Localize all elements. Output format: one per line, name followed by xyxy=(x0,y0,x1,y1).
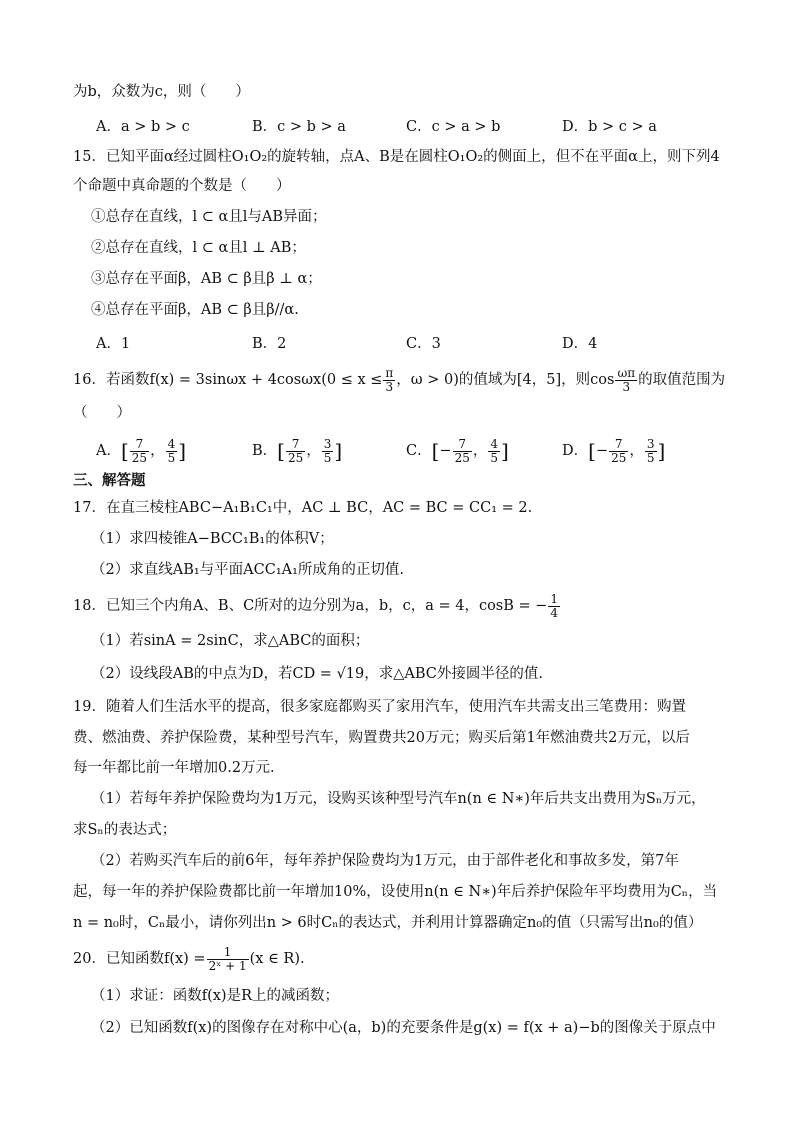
q20-stem xyxy=(73,944,305,974)
q16-prefix: 16．若函数f(x) = 3sinωx + 4cosωx(0 ≤ x ≤ xyxy=(73,372,383,388)
q20-part-2: （2）已知函数f(x)的图像存在对称中心(a，b)的充要条件是g(x) = f(x + a)−b的图像关于原点中 xyxy=(91,1020,716,1036)
q14-option-c: C．c > a > b xyxy=(406,119,501,135)
q16-stem xyxy=(73,366,725,394)
q16-suffix: 的取值范围为 xyxy=(638,372,726,388)
q18-part-1: （1）若sinA = 2sinC，求△ABC的面积； xyxy=(91,633,370,649)
q19-line-2: 费、燃油费、养护保险费，某种型号汽车，购置费共20万元；购买后第1年燃油费共2万元，以后 xyxy=(73,730,690,746)
q16-options xyxy=(96,436,696,468)
q19-line-8: n = n₀时，Cₙ最小，请你列出n > 6时Cₙ的表达式，并利用计算器确定n₀的值（只需写出n₀的值） xyxy=(73,915,703,931)
q20-prefix: 20．已知函数f(x) = xyxy=(73,951,206,967)
q16-frac-pi3: $\frac{\pi}{3}$ xyxy=(385,365,394,394)
q17-part-2: （2）求直线AB₁与平面ACC₁A₁所成角的正切值. xyxy=(91,562,405,578)
q19-line-6: （2）若购买汽车后的前6年，每年养护保险费均为1万元，由于部件老化和事故多发，第7年 xyxy=(91,853,679,869)
q19-line-7: 起，每一年的养护保险费都比前一年增加10%，设使用n(n ∈ N∗)年后养护保险年平均费用为Cₙ，当 xyxy=(73,884,718,900)
q14-option-b: B．c > b > a xyxy=(252,119,346,135)
q15-option-a: A．1 xyxy=(96,336,131,352)
q20-frac: $\frac{1}{\text{2ˣ + 1}}$ xyxy=(208,944,247,973)
q18-part-2: （2）设线段AB的中点为D，若CD = √19，求△ABC外接圆半径的值. xyxy=(91,666,544,682)
q15-item-1: ①总存在直线，l ⊂ α且l与AB异面； xyxy=(91,209,327,225)
q16-option-b: B．[ $\frac{7}{25}$ ， $\frac{3}{5}$ ] xyxy=(252,436,343,465)
q20-part-1: （1）求证：函数f(x)是R上的减函数； xyxy=(91,988,339,1004)
q16-option-a: A．[ $\frac{7}{25}$ ， $\frac{4}{5}$ ] xyxy=(96,436,187,465)
q14-tail: 为b，众数为c，则（ ） xyxy=(73,84,250,100)
q18-frac: $\frac{1}{4}$ xyxy=(550,591,559,620)
section-heading-3: 三、解答题 xyxy=(73,472,146,489)
q18-stem-text: 18．已知三个内角A、B、C所对的边分别为a，b，c，a = 4，cosB = − xyxy=(73,598,548,614)
q19-line-4: （1）若每年养护保险费均为1万元，设购买该种型号汽车n(n ∈ N∗)年后共支出费用为Sₙ万元， xyxy=(91,791,706,807)
q18-stem xyxy=(73,592,561,620)
q16-frac-omegapi3: $\frac{\omega\pi}{3}$ xyxy=(617,365,636,394)
q20-suffix: (x ∈ R). xyxy=(249,951,305,967)
q17-part-1: （1）求四棱锥A−BCC₁B₁的体积V； xyxy=(91,531,334,547)
q16-option-c: C．[− $\frac{7}{25}$ ， $\frac{4}{5}$ ] xyxy=(406,436,509,465)
q19-line-5: 求Sₙ的表达式； xyxy=(73,822,177,838)
q15-options xyxy=(96,332,696,356)
q19-line-3: 每一年都比前一年增加0.2万元. xyxy=(73,760,275,776)
q19-line-1: 19．随着人们生活水平的提高，很多家庭都购买了家用汽车，使用汽车共需支出三笔费用：购置 xyxy=(73,699,686,715)
q15-option-c: C．3 xyxy=(406,336,441,352)
q16-mid: ，ω > 0)的值域为[4，5]，则cos xyxy=(396,372,615,388)
q17-stem: 17．在直三棱柱ABC−A₁B₁C₁中，AC ⊥ BC，AC = BC = CC₁ = 2. xyxy=(73,500,533,516)
q15-option-d: D．4 xyxy=(562,336,598,352)
q15-item-4: ④总存在平面β，AB ⊂ β且β//α. xyxy=(91,302,299,318)
q14-options xyxy=(96,115,696,139)
q14-option-a: A．a > b > c xyxy=(96,119,190,135)
q15-item-3: ③总存在平面β，AB ⊂ β且β ⊥ α； xyxy=(91,271,322,287)
q16-stem-line2: （ ） xyxy=(73,405,131,421)
q15-item-2: ②总存在直线，l ⊂ α且l ⊥ AB； xyxy=(91,240,306,256)
q15-option-b: B．2 xyxy=(252,336,287,352)
q16-option-d: D．[− $\frac{7}{25}$ ， $\frac{3}{5}$ ] xyxy=(562,436,666,465)
q14-option-d: D．b > c > a xyxy=(562,119,657,135)
q15-stem-line1: 15．已知平面α经过圆柱O₁O₂的旋转轴，点A、B是在圆柱O₁O₂的侧面上，但不在平面α上，则下列4 xyxy=(73,149,720,165)
q15-stem-line2: 个命题中真命题的个数是（ ） xyxy=(73,178,291,194)
